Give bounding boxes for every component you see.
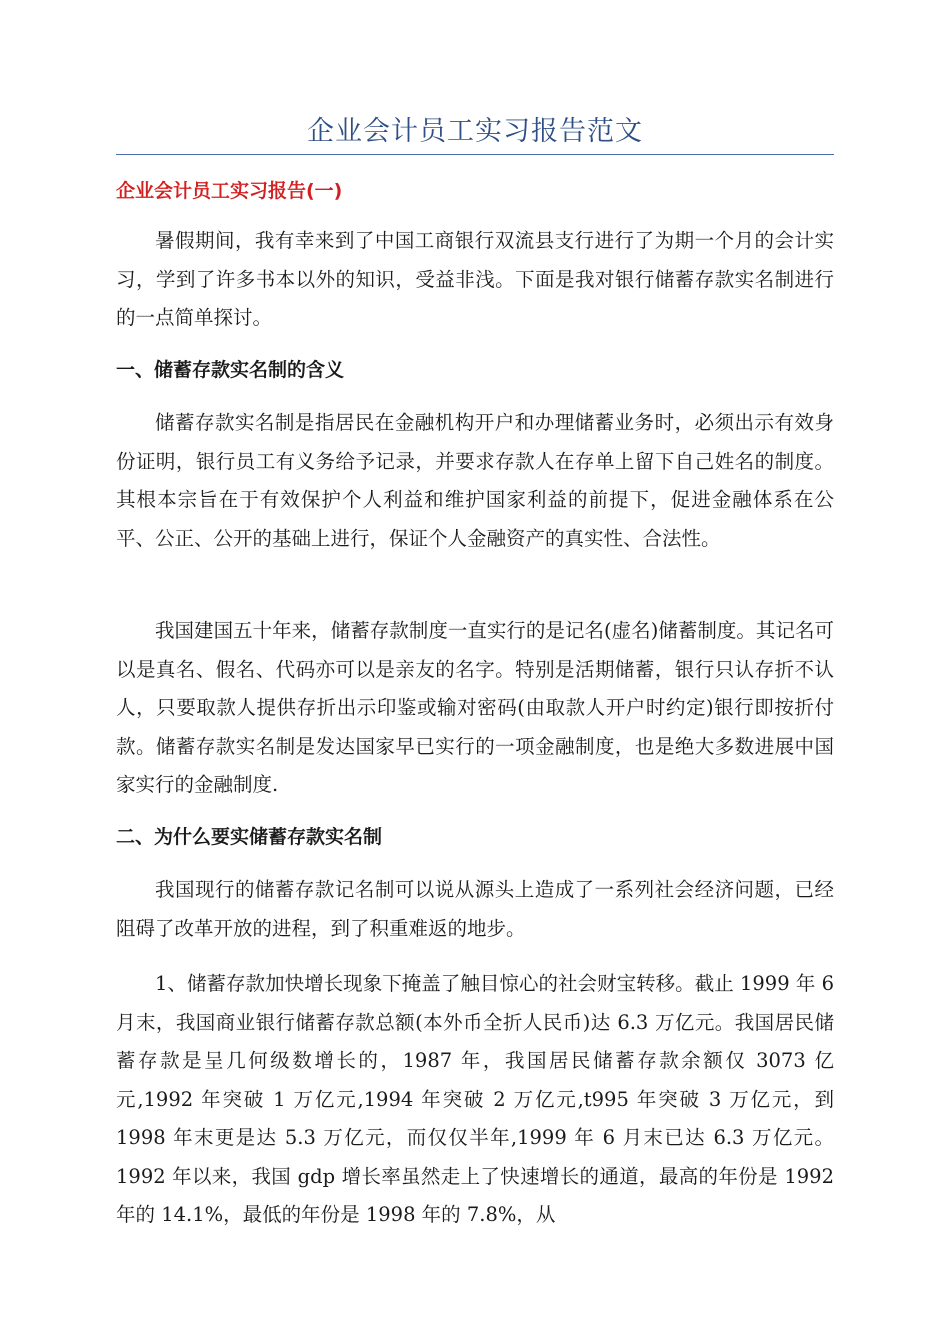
title-underline xyxy=(116,154,834,155)
section-2-paragraph-1: 我国现行的储蓄存款记名制可以说从源头上造成了一系列社会经济问题，已经阻碍了改革开放的进程，到了积重难返的地步。 xyxy=(116,878,834,940)
section-1-paragraph-2: 我国建国五十年来，储蓄存款制度一直实行的是记名(虚名)储蓄制度。其记名可以是真名、假名、代码亦可以是亲友的名字。特别是活期储蓄，银行只认存折不认人，只要取款人提供存折出示印鉴或输对密码(由取款人开户时约定)银行即按折付款。储蓄存款实名制是发达国家早已实行的一项金融制度，也是绝大多数进展中国家实行的金融制度. xyxy=(116,619,834,796)
section-1-paragraph-1: 储蓄存款实名制是指居民在金融机构开户和办理储蓄业务时，必须出示有效身份证明，银行员工有义务给予记录，并要求存款人在存单上留下自己姓名的制度。其根本宗旨在于有效保护个人利益和维护国家利益的前提下，促进金融体系在公平、公正、公开的基础上进行，保证个人金融资产的真实性、合法性。 xyxy=(116,411,834,550)
section-2-heading: 二、为什么要实储蓄存款实名制 xyxy=(116,826,383,848)
section-1-heading: 一、储蓄存款实名制的含义 xyxy=(116,359,345,381)
intro-paragraph: 暑假期间，我有幸来到了中国工商银行双流县支行进行了为期一个月的会计实习，学到了许多书本以外的知识，受益非浅。下面是我对银行储蓄存款实名制进行的一点简单探讨。 xyxy=(116,229,834,329)
section-2-paragraph-2: 1、储蓄存款加快增长现象下掩盖了触目惊心的社会财宝转移。截止 1999 年 6 月末，我国商业银行储蓄存款总额(本外币全折人民币)达 6.3 万亿元。我国居民储蓄存款是呈几何级数增长的，1987 年，我国居民储蓄存款余额仅 3073 亿元,1992 年突破 1 万亿元,1994 年突破 2 万亿元,t995 年突破 3 万亿元，到 1998 年末更是达 5.3 万亿元，而仅仅半年,1999 年 6 月末已达 6.3 万亿元。1992 年以来，我国 gdp 增长率虽然走上了快速增长的通道，最高的年份是 1992 年的 14.1%，最低的年份是 1998 年的 7.8%，从 xyxy=(116,972,834,1226)
report-subtitle: 企业会计员工实习报告(一) xyxy=(116,180,343,202)
document-title: 企业会计员工实习报告范文 xyxy=(307,116,643,147)
